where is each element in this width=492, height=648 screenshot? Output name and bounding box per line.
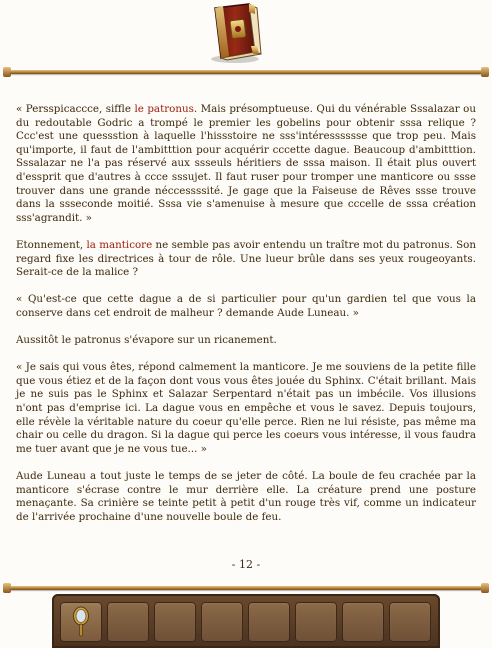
paragraph	[16, 239, 476, 280]
text-run: Aussitôt le patronus s'évapore sur un ricanement.	[16, 334, 277, 347]
inventory-bar	[52, 594, 440, 648]
text-run: . Mais présomptueuse. Qui du vénérable Sssalazar ou du redoutable Godric a trompé le premier les gobelins pour obtenir sssa relique ? Ccc'est une quessstion à laquelle l'hissstoire ne sss'intéresssssse que trop peu. Mais qu'importe, il faut de l'ambitttion pour acquérir cccette dague. Beaucoup d'ambitttion. Sssalazar ne l'a pas réservé aux ssseuls héritiers de sssa maison. Il était plus ouvert d'essprit que d'autres à ccce sssujet. Il faut ruser pour tromper une manticore ou ssse trouver dans une grande néccessssité. Je gage que la Faiseuse de Rêves ssse trouve dans la ssseconde moitié. Sssa vie s'amenuise à mesure que cccelle de sssa création sss'agrandit. »	[16, 103, 477, 224]
text-run: Aude Luneau a tout juste le temps de se jeter de côté. La boule de feu crachée par la manticore s'écrase contre le mur derrière elle. La créature prend une posture menaçante. Sa crinière se teinte petit à petit d'un rouge très vif, comme un indicateur de l'arrivée prochaine d'une nouvelle boule de feu.	[16, 470, 476, 523]
inventory-slot[interactable]	[154, 602, 196, 642]
highlighted-name: le patronus	[134, 103, 194, 115]
text-run: « Qu'est-ce que cette dague a de si particulier pour qu'un gardien tel que vous la conserve dans cet endroit de malheur ? demande Aude Luneau. »	[16, 293, 476, 319]
text-run: Etonnement,	[16, 238, 87, 251]
paragraph	[16, 470, 476, 524]
spellbook-icon[interactable]	[205, 2, 265, 64]
top-divider	[0, 66, 492, 78]
paragraph	[16, 103, 476, 225]
text-run: ne semble pas avoir entendu un traître mot du patronus. Son regard fixe les directrices à tour de rôle. Une lueur brûle dans ses yeux rougeoyants. Serait-ce de la malice ?	[16, 238, 476, 279]
inventory-slot[interactable]	[295, 602, 337, 642]
bottom-divider	[0, 582, 492, 594]
inventory-slot[interactable]	[60, 602, 102, 642]
inventory-slot[interactable]	[201, 602, 243, 642]
highlighted-name: la manticore	[86, 238, 153, 251]
inventory-slot[interactable]	[248, 602, 290, 642]
paragraph	[16, 334, 476, 348]
text-run: « Je sais qui vous êtes, répond calmement la manticore. Je me souviens de la petite fille que vous étiez et de la façon dont vous vous êtes jouée du Sphinx. C'était brillant. Mais je ne suis pas le Sphinx et Salazar Serpentard n'était pas un imbécile. Vos illusions n'ont pas d'emprise ici. La dague vous en empêche et vous le savez. Depuis toujours, elle révèle la véritable nature du coeur qu'elle perce. Rien ne lui résiste, pas même ma chair ou celle du dragon. Si la dague qui perce les coeurs vous intéresse, il vous faudra me tuer avant que je ne vous tue... »	[16, 361, 476, 455]
inventory-slot[interactable]	[342, 602, 384, 642]
story-text	[16, 103, 476, 538]
page-number: - 12 -	[231, 558, 261, 571]
paragraph	[16, 293, 476, 320]
mirror-icon[interactable]	[72, 606, 90, 638]
paragraph	[16, 361, 476, 456]
inventory-slot[interactable]	[107, 602, 149, 642]
text-run: « Persspicaccce, siffle	[16, 103, 135, 115]
inventory-slot[interactable]	[389, 602, 431, 642]
